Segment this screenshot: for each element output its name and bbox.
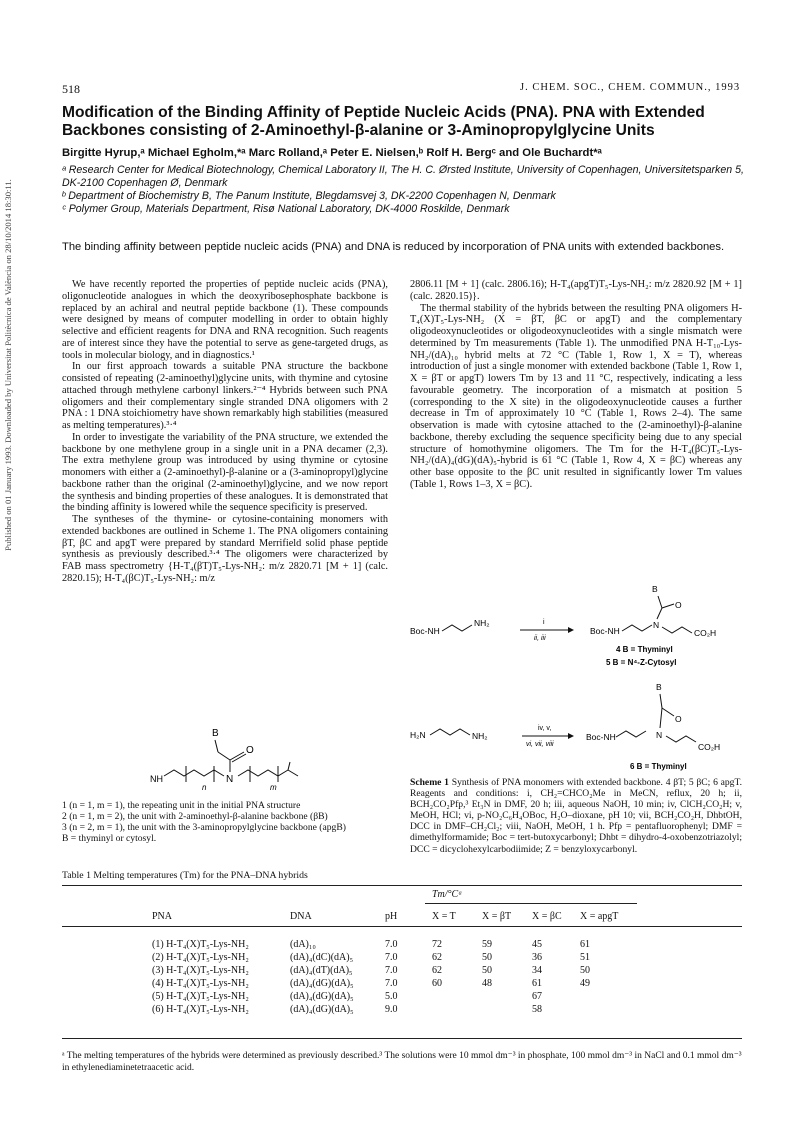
paragraph: In our first approach towards a suitable PNA structure the backbone consisted of repeating (2-aminoethyl)glycine units, with thymine and cytosine attached through methylene carbonyl linkers.²⁻⁴ Hybrids between such PNA oligomers and their complementary single stranded DNA oligomers with 2 PNA : 1 DNA stoichiometry have shown remarkably high stabilities (measured as melting temperatures).³·⁴ xyxy=(62,361,389,431)
table-cell: 7.0 xyxy=(385,939,398,950)
legend-line: 1 (n = 1, m = 1), the repeating unit in the initial PNA structure xyxy=(62,800,301,811)
table-cell: 48 xyxy=(482,978,492,989)
scheme-1-synthesis xyxy=(410,584,744,776)
reactant-boc-nh: Boc-NH xyxy=(410,626,440,636)
table-cell: 61 xyxy=(532,978,542,989)
bond xyxy=(657,608,662,619)
structure-base-label: B xyxy=(212,728,219,739)
table-top-rule xyxy=(62,885,742,886)
reactant-nh2: NH₂ xyxy=(472,731,488,741)
legend-line: 3 (n = 2, m = 1), the unit with the 3-aminopropylglycine backbone (apgB) xyxy=(62,822,346,833)
chain xyxy=(442,625,472,631)
table-cell: 45 xyxy=(532,939,542,950)
backbone-chain xyxy=(164,770,224,776)
product-boc-nh: Boc-NH xyxy=(586,732,616,742)
bond xyxy=(660,694,662,708)
paragraph: The syntheses of the thymine- or cytosine-containing monomers with extended backbones are outlined in Scheme 1. The PNA oligomers containing βT, βC and apgT were prepared by standard Merrifield solid phase peptide synthesis as previously described.³·⁴ The oligomers were characterized by FAB mass spectrometry {H-T₄(βT)T₅-Lys-NH₂: m/z 2820.71 [M + 1] (calc. 2820.15); H-T₄(βC)T₅-Lys-NH₂: m/z xyxy=(62,514,388,584)
chain xyxy=(616,731,646,737)
table-cell: 7.0 xyxy=(385,952,398,963)
chain xyxy=(662,627,692,633)
table-cell: 50 xyxy=(580,965,590,976)
arrowhead xyxy=(568,733,574,739)
table-cell: (dA)₁₀ xyxy=(290,939,316,950)
article-title: Modification of the Binding Affinity of Peptide Nucleic Acids (PNA). PNA with Extended Backbones consisting of 2-Aminoethyl-β-alanine or 3-Aminopropylglycine Units xyxy=(62,104,705,139)
bond xyxy=(218,752,230,760)
product-nitrogen: N xyxy=(656,730,663,740)
abstract: The binding affinity between peptide nucleic acids (PNA) and DNA is reduced by incorporation of PNA units with extended backbones. xyxy=(62,241,725,253)
product-co2h: CO₂H xyxy=(698,742,721,752)
product-base: B xyxy=(656,682,662,692)
product-base: B xyxy=(652,584,658,594)
reactant-nh2: NH₂ xyxy=(474,618,490,628)
table-cell: (dA)₄(dG)(dA)₅ xyxy=(290,991,354,1002)
carbonyl xyxy=(662,604,674,608)
paragraph: We have recently reported the properties of peptide nucleic acids (PNA), oligonucleotide analogues in which the deoxyribosephosphate backbone is replaced by an achiral and neutral peptide backbone (1). These compounds were designed by means of computer modelling in order to obtain highly selective and efficient reagents for DNA and RNA recognition. Such reagents are of interest since they have the potential to serve as gene-targeted drugs, as tools in molecular biology, and in diagnostics.¹ xyxy=(62,279,388,361)
legend-line: B = thyminyl or cytosyl. xyxy=(62,833,157,844)
compound-5-label: 5 B = N⁴-Z-Cytosyl xyxy=(606,658,677,667)
table-cell: (dA)₄(dT)(dA)₅ xyxy=(290,965,353,976)
bond xyxy=(660,708,662,728)
body-column-left xyxy=(62,279,388,585)
table-footnote: ᵃ The melting temperatures of the hybrids were determined as previously described.³ The solutions were 10 mmol dm⁻³ in phosphate, 100 mmol dm⁻³ in NaCl and 0.1 mmol dm⁻³ in ethylenediaminetetraacetic acid. xyxy=(62,1051,742,1073)
table-bottom-rule xyxy=(62,1038,742,1039)
arrow-conditions-top: i xyxy=(543,619,545,626)
column-header: DNA xyxy=(290,911,312,922)
table-title: Table 1 Melting temperatures (Tm) for the PNA–DNA hybrids xyxy=(62,870,308,881)
table-cell: (dA)₄(dG)(dA)₅ xyxy=(290,978,354,989)
structure-nitrogen-label: N xyxy=(226,774,234,785)
chain xyxy=(430,729,470,735)
product-co2h: CO₂H xyxy=(694,628,717,638)
structure-oxygen-label: O xyxy=(246,745,254,756)
affiliation-a: ᵃ Research Center for Medical Biotechnology, Chemical Laboratory II, The H. C. Ørsted Institute, University of Copenhagen, Universitetsparken 5, DK-2100 Copenhagen Ø, Denmark xyxy=(62,164,744,189)
column-header: X = T xyxy=(432,911,456,922)
pna-backbone-structure xyxy=(150,726,310,794)
column-header: pH xyxy=(385,911,398,922)
table-cell: (1) H-T₄(X)T₅-Lys-NH₂ xyxy=(152,939,249,950)
column-header: PNA xyxy=(152,911,173,922)
table-cell: 51 xyxy=(580,952,590,963)
scheme-caption-text: Synthesis of PNA monomers with extended backbone. 4 βT; 5 βC; 6 apgT. Reagents and conditions: i, CH₂=CHCO₂Me in MeCN, reflux, 20 h; ii, BCH₂CO₂Pfp,³ Et₃N in DMF, 20 h; iii, aqueous NaOH, 10 min; iv, ClCH₂CO₂H; v, MeOH, HCl; vi, p-NO₂C₆H₄OBoc, H₂O–dioxane, pH 10; vii, BCH₂CO₂H, DhbtOH, DCC in DMF–CH₂Cl₂; viii, NaOH, MeOH, 1 h. Pfp = pentafluorophenyl; DMF = dimethylformamide; Boc = tert-butoxycarbonyl; Dhbt = dihydro-4-oxobenzotriazolyl; DCC = dicyclohexylcarbodiimide; Z = benzyloxycarbonyl. xyxy=(410,777,743,855)
table-cell: (dA)₄(dG)(dA)₅ xyxy=(290,1004,354,1015)
subscript-m: m xyxy=(270,783,277,792)
reactant-h2n: H₂N xyxy=(410,730,426,740)
table-header-rule xyxy=(62,926,742,927)
table-cell: 58 xyxy=(532,1004,542,1015)
table-cell: 67 xyxy=(532,991,542,1002)
paragraph: In order to investigate the variability of the PNA structure, we extended the backbone by one methylene group in a single unit in a PNA decamer (2,3). The extra methylene group was introduced by using thymine or cytosine monomers with either a (2-aminoethyl)-β-alanine or a (3-aminopropyl)glycine backbone rather than the original (2-aminoethyl)glycine, and we now report the synthesis and binding properties of these analogues. It is demonstrated that the binding affinity is lowered while the sequence specificity is preserved. xyxy=(62,431,388,514)
page-number: 518 xyxy=(62,82,80,96)
table-cell: 59 xyxy=(482,939,492,950)
affiliation-b: ᵇ Department of Biochemistry B, The Panum Institute, Blegdamsvej 3, DK-2200 Copenhagen N, Denmark xyxy=(62,190,556,202)
backbone-bond xyxy=(288,770,298,776)
table-cell: 49 xyxy=(580,978,590,989)
scheme-caption xyxy=(410,777,742,855)
table-group-header: Tm/°Cᵃ xyxy=(432,889,463,900)
structure-nh-label: NH xyxy=(150,774,163,784)
carbonyl xyxy=(662,708,674,716)
backbone-chain xyxy=(238,770,288,776)
table-cell: 50 xyxy=(482,952,492,963)
table-cell: 9.0 xyxy=(385,1004,398,1015)
download-watermark: Published on 01 January 1993. Downloaded by Universitat Politècnica de València on 28/10/2014 18:30:11. xyxy=(3,179,13,551)
backbone-carbonyl xyxy=(288,762,290,770)
table-cell: (2) H-T₄(X)T₅-Lys-NH₂ xyxy=(152,952,249,963)
table-cell: (3) H-T₄(X)T₅-Lys-NH₂ xyxy=(152,965,249,976)
column-header: X = apgT xyxy=(580,911,619,922)
table-cell: 34 xyxy=(532,965,542,976)
table-cell: 50 xyxy=(482,965,492,976)
table-cell: (dA)₄(dC)(dA)₅ xyxy=(290,952,354,963)
table-cell: 7.0 xyxy=(385,978,398,989)
arrowhead xyxy=(568,627,574,633)
table-cell: 7.0 xyxy=(385,965,398,976)
body-column-right xyxy=(410,279,742,491)
chain xyxy=(622,625,652,631)
table-cell: 61 xyxy=(580,939,590,950)
product-nitrogen: N xyxy=(653,620,660,630)
product-oxygen: O xyxy=(675,600,682,610)
arrow-conditions-bottom: ii, iii xyxy=(534,635,546,642)
table-cell: (5) H-T₄(X)T₅-Lys-NH₂ xyxy=(152,991,249,1002)
table-cell: (4) H-T₄(X)T₅-Lys-NH₂ xyxy=(152,978,249,989)
author-list: Birgitte Hyrup,ᵃ Michael Egholm,*ᵃ Marc Rolland,ᵃ Peter E. Nielsen,ᵇ Rolf H. Bergᶜ and Ole Buchardt*ᵃ xyxy=(62,147,602,159)
structure-legend xyxy=(62,800,392,844)
legend-line: 2 (n = 1, m = 2), the unit with 2-aminoethyl-β-alanine backbone (βB) xyxy=(62,811,328,822)
compound-6-label: 6 B = Thyminyl xyxy=(630,762,687,771)
table-cell: 5.0 xyxy=(385,991,398,1002)
bond xyxy=(215,740,218,752)
column-header: X = βC xyxy=(532,911,562,922)
table-cell: 72 xyxy=(432,939,442,950)
affiliation-c: ᶜ Polymer Group, Materials Department, Risø National Laboratory, DK-4000 Roskilde, Denmark xyxy=(62,203,510,215)
chain xyxy=(666,736,696,742)
paragraph: The thermal stability of the hybrids between the resulting PNA oligomers H-T₄(X)T₅-Lys-NH₂ (X = βT, βC or apgT) and the complementary oligodeoxynucleotides or oligodeoxynucleotides with a single mismatch were determined by Tm measurements (Table 1). The unmodified PNA H-T₁₀-Lys-NH₂/(dA)₁₀ hybrid melts at 72 °C (Table 1, Row 1, X = T), whereas introduction of just a single monomer with extended backbone (Table 1, Row 1, X = βT or apgT) lowers Tm by 13 and 11 °C, respectively, indicating a less favourable geometry. The incorporation of a mismatch at position 5 (corresponding to the X site) in the oligodeoxynucleotide causes a further decrease in Tm of approximately 10 °C (Table 1, Rows 2–4). The same observation is made with cytosine attached to the (2-aminoethyl)-β-alanine backbone, thereby excluding the sequence specificity being due to any special structure of homothymine oligomers. The Tm for the H-T₄(βC)T₅-Lys-NH₂/(dA)₄(dG)(dA)₅-hybrid is 61 °C (Table 1, Row 4, X = βC) whereas any other base opposite to the βC unit resulted in significantly lower Tm values (Table 1, Rows 1–3, X = βC). xyxy=(410,302,742,490)
paragraph: 2806.11 [M + 1] (calc. 2806.16); H-T₄(apgT)T₅-Lys-NH₂: m/z 2820.92 [M + 1] (calc. 2820.15)}. xyxy=(410,279,742,302)
arrow-conditions-top: iv, v, xyxy=(538,725,552,732)
table-cell: 60 xyxy=(432,978,442,989)
table-group-rule xyxy=(425,903,637,904)
subscript-n: n xyxy=(202,783,207,792)
product-boc-nh: Boc-NH xyxy=(590,626,620,636)
arrow-conditions-bottom: vi, vii, viii xyxy=(526,741,554,748)
table-cell: 36 xyxy=(532,952,542,963)
scheme-caption-head: Scheme 1 xyxy=(410,777,449,788)
compound-4-label: 4 B = Thyminyl xyxy=(616,645,673,654)
bond xyxy=(658,596,662,608)
table-cell: (6) H-T₄(X)T₅-Lys-NH₂ xyxy=(152,1004,249,1015)
table-cell: 62 xyxy=(432,952,442,963)
table-cell: 62 xyxy=(432,965,442,976)
column-header: X = βT xyxy=(482,911,512,922)
product-oxygen: O xyxy=(675,714,682,724)
journal-header: J. CHEM. SOC., CHEM. COMMUN., 1993 xyxy=(520,82,741,93)
